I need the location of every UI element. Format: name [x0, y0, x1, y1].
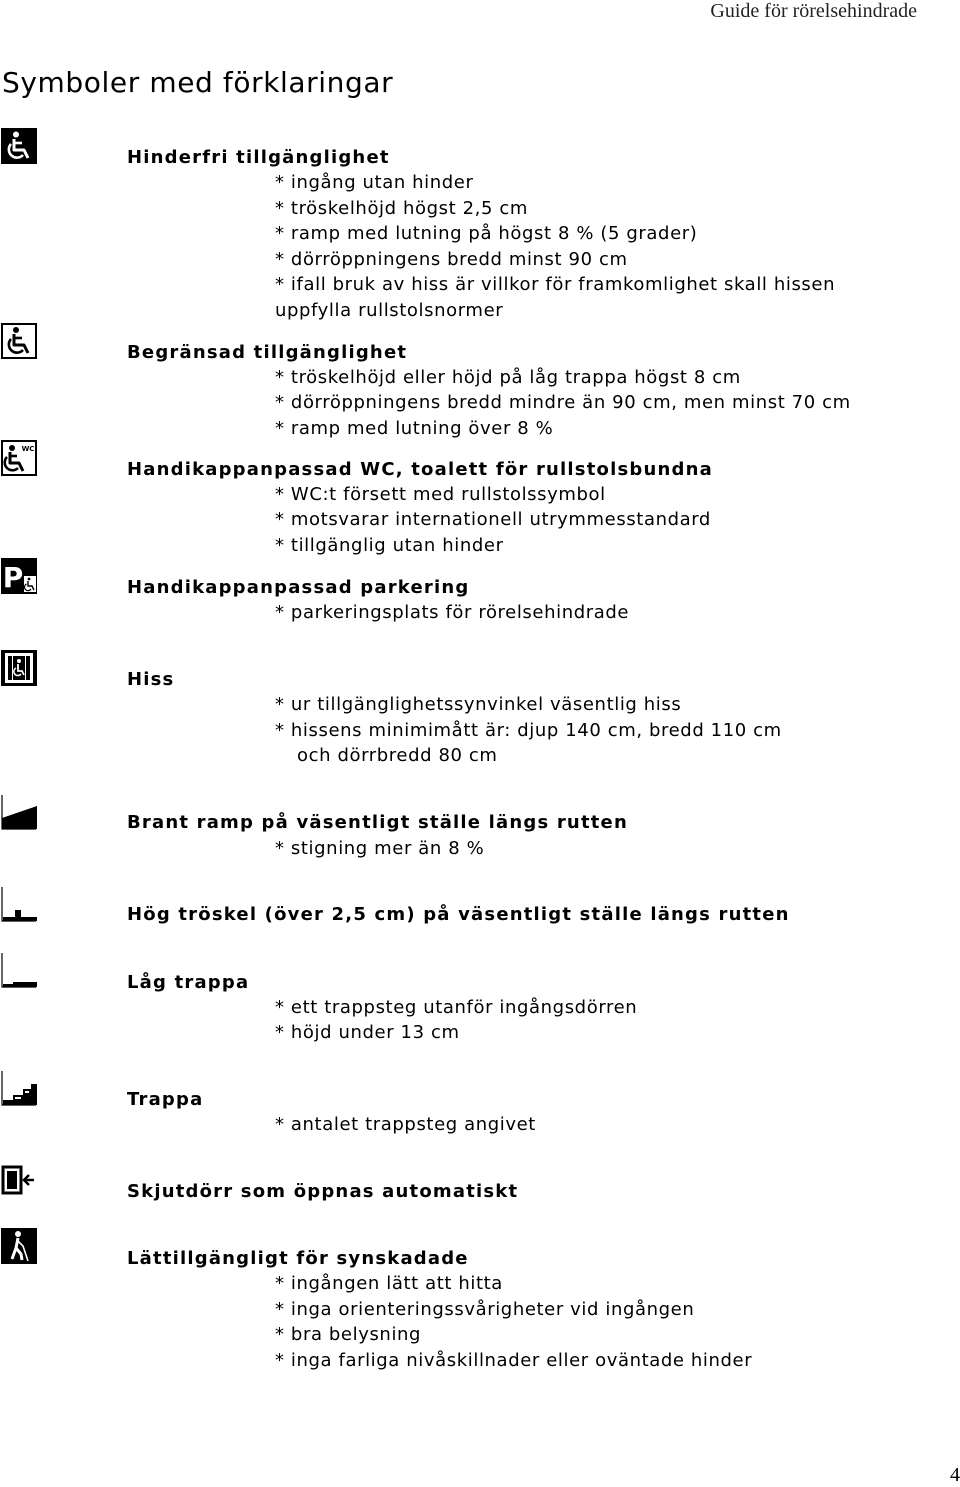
list-item: * tröskelhöjd högst 2,5 cm — [275, 198, 528, 219]
list-item: * ifall bruk av hiss är villkor för framkomlighet skall hissen — [275, 274, 836, 295]
list-item: * motsvarar internationell utrymmesstandard — [275, 509, 711, 530]
steep-ramp-icon — [1, 794, 37, 830]
list-item: * ramp med lutning över 8 % — [275, 418, 554, 439]
list-item: * hissens minimimått är: djup 140 cm, bredd 110 cm — [275, 720, 782, 741]
elevator-icon — [1, 650, 37, 686]
list-item: * ramp med lutning på högst 8 % (5 grader) — [275, 223, 698, 244]
list-item: och dörrbredd 80 cm — [297, 745, 498, 766]
section-heading-synskadade: Lättillgängligt för synskadade — [127, 1248, 469, 1269]
list-item: uppfylla rullstolsnormer — [275, 300, 504, 321]
low-step-icon — [1, 952, 37, 988]
section-heading-lag-trappa: Låg trappa — [127, 972, 250, 993]
wheelchair-wc-icon — [1, 440, 37, 476]
section-heading-skjutdorr: Skjutdörr som öppnas automatiskt — [127, 1181, 519, 1202]
wheelchair-outline-icon — [1, 323, 37, 359]
list-item: * ur tillgänglighetssynvinkel väsentlig hiss — [275, 694, 682, 715]
sliding-door-icon — [1, 1162, 37, 1198]
high-threshold-icon — [1, 886, 37, 922]
wheelchair-icon — [1, 128, 37, 164]
list-item: * inga orienteringssvårigheter vid ingången — [275, 1299, 695, 1320]
section-heading-wc: Handikappanpassad WC, toalett för rullstolsbundna — [127, 459, 713, 480]
parking-wheelchair-icon — [1, 558, 37, 594]
section-heading-parkering: Handikappanpassad parkering — [127, 577, 470, 598]
visually-impaired-icon — [1, 1228, 37, 1264]
list-item: * antalet trappsteg angivet — [275, 1114, 536, 1135]
svg-text:WC: WC — [21, 445, 35, 453]
section-heading-trappa: Trappa — [127, 1089, 204, 1110]
list-item: * WC:t försett med rullstolssymbol — [275, 484, 606, 505]
section-heading-hinderfri: Hinderfri tillgänglighet — [127, 147, 390, 168]
svg-text:P: P — [2, 561, 24, 594]
section-heading-brant-ramp: Brant ramp på väsentligt ställe längs rutten — [127, 812, 628, 833]
list-item: * ingången lätt att hitta — [275, 1273, 503, 1294]
list-item: * höjd under 13 cm — [275, 1022, 460, 1043]
list-item: * stigning mer än 8 % — [275, 838, 485, 859]
stairs-icon — [1, 1070, 37, 1106]
list-item: * parkeringsplats för rörelsehindrade — [275, 602, 630, 623]
section-heading-hog-troskel: Hög tröskel (över 2,5 cm) på väsentligt ställe längs rutten — [127, 904, 790, 925]
list-item: * bra belysning — [275, 1324, 422, 1345]
list-item: * ingång utan hinder — [275, 172, 474, 193]
list-item: * tillgänglig utan hinder — [275, 535, 504, 556]
list-item: * dörröppningens bredd mindre än 90 cm, men minst 70 cm — [275, 392, 851, 413]
section-heading-begransad: Begränsad tillgänglighet — [127, 342, 408, 363]
list-item: * dörröppningens bredd minst 90 cm — [275, 249, 628, 270]
page-title: Symboler med förklaringar — [2, 66, 394, 99]
list-item: * tröskelhöjd eller höjd på låg trappa högst 8 cm — [275, 367, 741, 388]
list-item: * ett trappsteg utanför ingångsdörren — [275, 997, 638, 1018]
section-heading-hiss: Hiss — [127, 669, 175, 690]
running-header: Guide för rörelsehindrade — [710, 0, 917, 22]
page-number: 4 — [950, 1464, 960, 1486]
list-item: * inga farliga nivåskillnader eller oväntade hinder — [275, 1350, 753, 1371]
